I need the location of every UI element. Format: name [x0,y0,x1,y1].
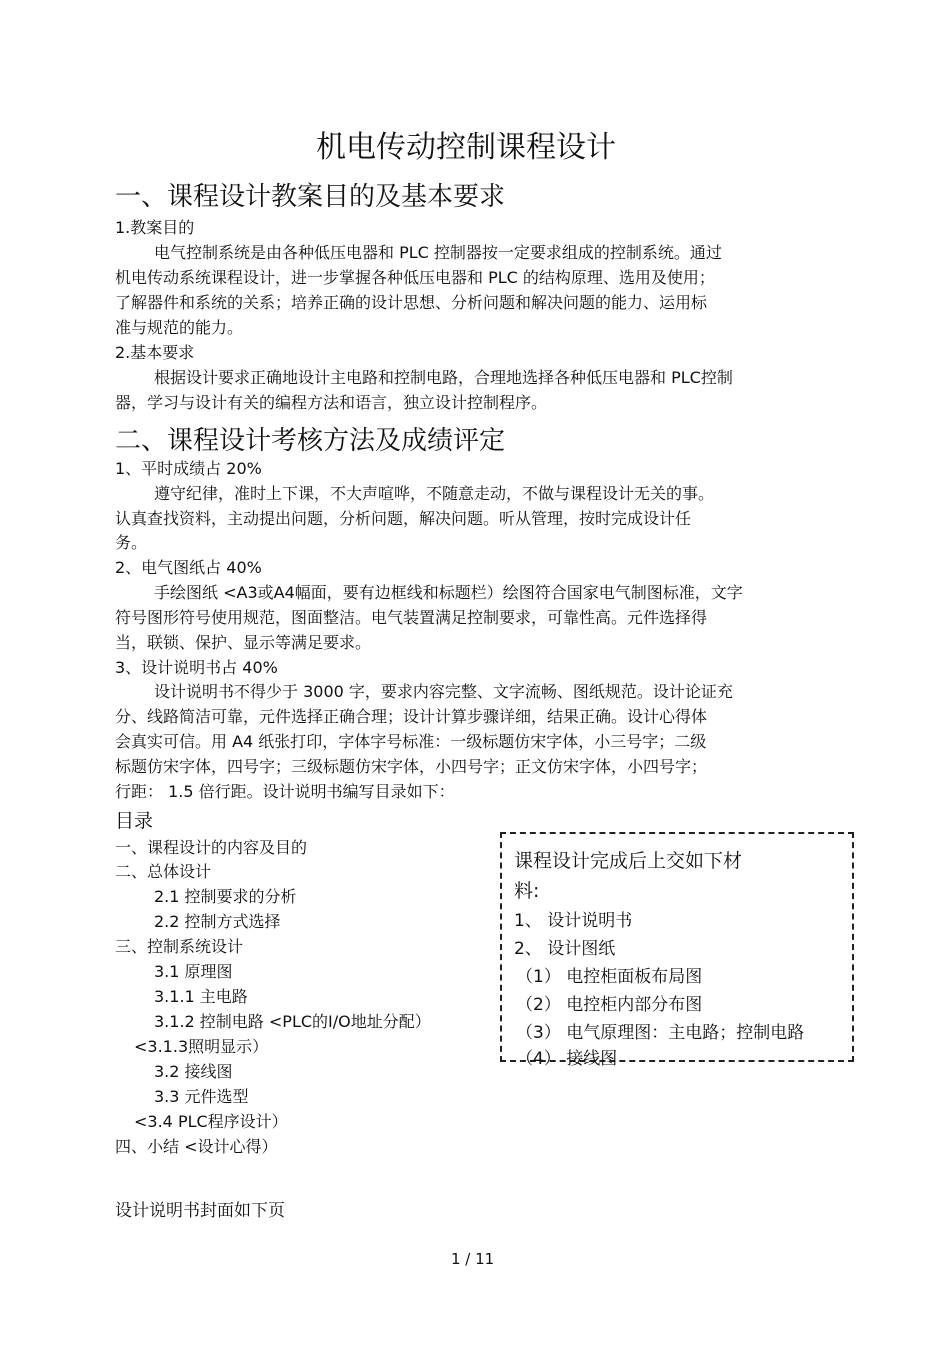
section1-sub1-line: 机电传动系统课程设计，进一步掌握各种低压电器和 PLC 的结构原理、选用及使用； [115,268,715,287]
submission-item: 1、 设计说明书 [514,911,633,931]
section1-sub2-line: 器，学习与设计有关的编程方法和语言，独立设计控制程序。 [115,393,548,412]
section2-item1-line: 遵守纪律，准时上下课，不大声喧哗，不随意走动，不做与课程设计无关的事。 [154,484,715,503]
toc-item: <3.1.3照明显示） [134,1037,269,1056]
section1-sub2-label: 2.基本要求 [115,343,195,362]
toc-item: 3.3 元件选型 [154,1087,249,1106]
submission-item: 2、 设计图纸 [514,939,616,959]
toc-item: 二、总体设计 [115,862,212,881]
page-title: 机电传动控制课程设计 [316,130,616,165]
section2-item1-line: 认真查找资料，主动提出问题，分析问题，解决问题。听从管理，按时完成设计任 [115,509,692,528]
toc-item: 四、小结 <设计心得） [115,1137,278,1156]
section2-item3-line: 行距： 1.5 倍行距。设计说明书编写目录如下： [115,782,455,801]
toc-item: 3.1.2 控制电路 <PLC的I/O地址分配） [154,1012,431,1031]
section2-item1-line: 务。 [115,533,148,552]
section2-item2-line: 符号图形符号使用规范，图面整洁。电气装置满足控制要求，可靠性高。元件选择得 [115,608,708,627]
section1-sub1-line: 准与规范的能力。 [115,318,244,337]
section2-item3-line: 会真实可信。用 A4 纸张打印，字体字号标准：一级标题仿宋字体，小三号字；二级 [115,732,707,751]
submission-box-title: 课程设计完成后上交如下材 [514,850,743,872]
toc-heading: 目录 [115,810,154,832]
section1-heading: 一、课程设计教案目的及基本要求 [115,182,506,212]
submission-item: （1） 电控柜面板布局图 [516,967,703,987]
section2-item2-label: 2、电气图纸占 40% [115,558,262,577]
submission-item: （2） 电控柜内部分布图 [516,995,703,1015]
section1-sub1-line: 了解器件和系统的关系；培养正确的设计思想、分析问题和解决问题的能力、运用标 [115,293,708,312]
submission-box [500,832,854,1069]
toc-item: 3.2 接线图 [154,1062,233,1081]
section2-item3-line: 标题仿宋字体，四号字；三级标题仿宋字体，小四号字；正文仿宋字体，小四号字； [115,757,708,776]
section1-sub1-line: 电气控制系统是由各种低压电器和 PLC 控制器按一定要求组成的控制系统。通过 [154,243,722,262]
submission-item: （3） 电气原理图：主电路；控制电路 [516,1023,805,1043]
section2-item2-line: 手绘图纸 <A3或A4幅面，要有边框线和标题栏）绘图符合国家电气制图标准，文字 [154,583,743,602]
section1-sub1-label: 1.教案目的 [115,218,195,237]
page-number: 1 / 11 [451,1250,495,1268]
section2-item1-label: 1、平时成绩占 20% [115,459,262,478]
toc-item: 3.1 原理图 [154,962,233,981]
submission-box-title: 料: [514,880,540,902]
submission-item: （4） 接线图 [516,1049,618,1069]
section2-heading: 二、课程设计考核方法及成绩评定 [115,426,506,456]
section2-item2-line: 当，联锁、保护、显示等满足要求。 [115,633,372,652]
toc-item: 2.1 控制要求的分析 [154,887,297,906]
toc-item: 一、课程设计的内容及目的 [115,838,308,857]
section2-item3-line: 分、线路简洁可靠，元件选择正确合理；设计计算步骤详细，结果正确。设计心得体 [115,707,708,726]
toc-item: 三、控制系统设计 [115,937,244,956]
section2-item3-line: 设计说明书不得少于 3000 字，要求内容完整、文字流畅、图纸规范。设计论证充 [154,682,733,701]
cover-note: 设计说明书封面如下页 [115,1201,285,1221]
section1-sub2-line: 根据设计要求正确地设计主电路和控制电路，合理地选择各种低压电器和 PLC控制 [154,368,733,387]
toc-item: <3.4 PLC程序设计） [134,1112,288,1131]
section2-item3-label: 3、设计说明书占 40% [115,658,278,677]
toc-item: 2.2 控制方式选择 [154,912,281,931]
toc-item: 3.1.1 主电路 [154,987,248,1006]
